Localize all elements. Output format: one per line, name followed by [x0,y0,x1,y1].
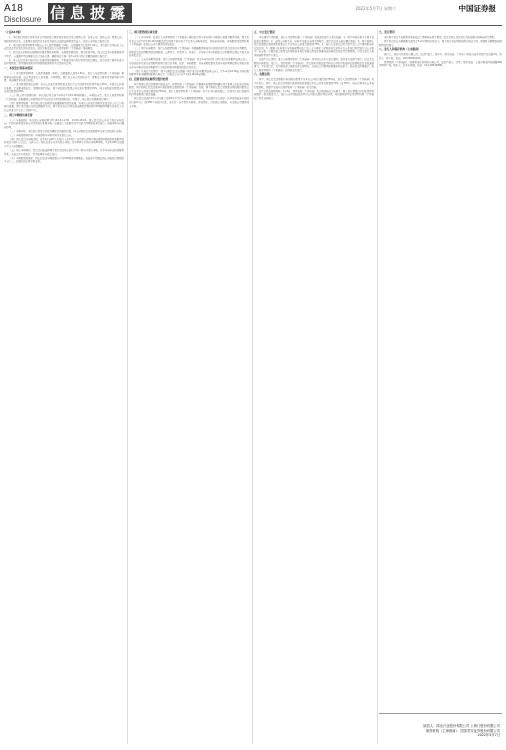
article-paragraph: （二）申购价格：本次发行的发行价格为确定后的最终价格。网上申购投资者须按照本次发行价格进行申购。 [9,129,124,133]
article-paragraph: （五）网上申购规则：投资者只能选择网下发行或者网上发行中的一种方式进行申购。凡参与初步询价的配售对象，无论是否有效报价，均不能再参与网上发行。 [4,148,124,156]
article-heading: 七、发行费用 [379,31,395,34]
header-rule [4,25,502,26]
article-paragraph: （四）限售期安排：本次网上发行的股票无流通限制及锁定安排，自本次公开发行的股票在深交所上市之日起即可流通。网下发行部分采用比例限售方式，网下投资者应当承诺其获配股票数量的10%限售期限为自发行人首次公开发行并上市之日起6个月。 [4,101,124,113]
article-paragraph: 发生余股包销情况时，T+4日，保荐机构（主承销商）将余股包销资金与网下、网上发行募集资金扣除保荐承销费后一起划给发行人，发行人向中国结算深圳分公司提交股份登记申请，将包销股份登记至保荐机构（主承销商）指定证券账户。 [254,89,374,100]
text-column-1 [4,30,124,744]
article-heading: 八、发行人和保荐机构（主承销商） [379,48,421,52]
article-paragraph: 网下和网上投资者缴款认购结束后，保荐机构（主承销商）将根据实际缴款情况确认网下和网上实际发行股份数量。网下和网上投资者放弃认购的股份由保荐机构（主承销商）包销。网下和网上投资者缴款认购的股份数量合计不足本次公开发行数量的70%时，发行人和保荐机构（主承销商）将中止本次新股发行，并就中止发行的原因和后续安排进行信息披露。 [129,82,249,97]
newspaper-name: 中国证券报 [458,4,496,13]
issue-date: 2022年5月7日 星期六 [355,6,396,11]
column-divider [377,30,378,744]
article-heading: 三、网下配售的具体安排 [129,31,158,34]
article-paragraph: 网下投资者应当根据相关规定于T+2日缴纳认购资金。网下投资者在缴纳新股认购资金时，须同时全额缴纳新股配售经纪佣金。 [379,39,502,47]
column-divider [252,30,253,744]
page-number: A18 [4,3,24,14]
article-paragraph: （四）网上投资者申购资格：在T-2日前20个交易日（含T-2日）日均持有深圳市场非限售A股股份和非限售存托凭证市值1万元以上（含1万元）的投资者方可参与网上申购。每5,000元市值可申购500股，不足5,000元的部分不计入申购额度。 [4,137,124,148]
article-paragraph: 保荐机构（主承销商）：国泰君安证券股份有限公司。法定代表人：贺青。联系地址：上海市静安区新闸路669号博华广场。联系人：资本市场部。电话：021-38676888。 [379,60,502,68]
article-paragraph: 1、本次发行的发行对象为符合中国证监会规定的证券投资基金管理公司、证券公司、信托公司、财务公司、保险机构投资者、合格境外机构投资者以及其他符合法律法规规定的法人、自然人或其他合格投资者。 [4,36,124,43]
section-name-en: Disclosure [4,15,42,24]
article-paragraph: 网上投资者连续12个月内累计出现3次中签后未足额缴款的情形时，自结算参与人最近一次申报其放弃认购的次日起6个月（按180个自然日计算，含次日）内不得参与新股、存托凭证、可转换公司债券、可交换公司债券网上申购。 [129,97,249,108]
article-paragraph: （三）公布初步配售结果：发行人和保荐机构（主承销商）将于T+2日刊登《网下发行初步配售结果公告》，内容包括本次发行获得配售的网下投资者名称、报价、申购数量、初步获配数量以及初步询价期间提供有效报价但未参与申购或实际申购数量少于报价时拟申购数量的投资者信息。 [129,58,249,69]
article-paragraph: （一）发行股票的种类：人民币普通股（A股），每股面值人民币1.00元。发行人与保荐机构（主承销商）根据初步询价结果，综合考虑发行人基本面、市场情况、同行业上市公司估值水平、募集资金需求及承销风险等因素，协商确定本次发行价格。 [4,71,124,83]
article-heading: 二、网上申购的具体安排 [4,113,33,117]
article-paragraph: （六）申购数量的规定：网上投资者申购数量应当为500股或其整数倍，但最高不得超过网上初始发行股数的千分之一，如超过则该笔申购无效。 [4,156,124,164]
article-paragraph: （四）认购资金的缴付：网下获配投资者应根据《网下发行初步配售结果公告》，于T+2日16:00前为其获配的配售对象全额缴纳新股认购资金，认购资金应当于T+2日16:00前到账。 [129,69,249,77]
issuer-announcement [380,724,500,738]
column-divider [127,30,128,744]
text-column-3 [254,30,374,744]
article-heading: 一、本次发行的基本情况 [4,66,33,70]
article-paragraph: 如发生以上情形，发行人和保荐机构（主承销商）将及时公告中止发行原因、恢复发行安排等事宜。投资者已缴纳认购款的，发行人、保荐机构（主承销商）、深交所和中国结算深圳分公司将尽快安排已经缴款投资者的退款事宜。中止发行后，在中国证监会核准文件有效期内，且满足会后事项监管要求的前提下，经向深交所备案后，发行人和保荐机构（主承销商）将择机重启发行。 [254,57,374,72]
article-paragraph: 发行人：鸿达兴业股份有限公司。法定代表人：周奕丰。联系地址：广州市广州经济技术开发区宏达路2号。联系人：林少韩。电话：020-81652222。 [379,53,502,60]
article-heading: （上接A17版） [4,31,23,34]
article-paragraph: 2、本次发行股票的种类为境内上市人民币普通股（A股），每股面值为人民币1.00元。本次发行采用向社会公众投资者定价发行的方式进行，发行价格由发行人与保荐机构（主承销商）协商确定。 [4,43,124,51]
article-heading: 六、余股包销 [254,73,270,77]
article-paragraph: （一）申购时间：本次网上申购时间为T日9:15-11:30、13:00-15:00。网上投资者应当自主表达申购意向，不得全权委托证券公司代其进行新股申购。如遇重大突发事件或不可抗力因素影响本次发行，则按申购当日通知办理。 [4,118,124,129]
text-column-4 [379,30,502,690]
article-paragraph: 本次网下发行不向配售对象收取过户费和印花税等费用。投资者网上定价发行不收取佣金和印花税等费用。 [384,36,497,39]
section-title: 信息披露 [49,4,130,22]
article-paragraph: （三）申购简称和代码：申购简称与申购代码详见发行公告。 [9,133,74,137]
article-heading: 四、投资者放弃认购部分股份处理 [129,77,168,81]
issuer-line: 致招人：鸿达兴业股份有限公司 上海门股份有限公司 [423,724,500,729]
article-paragraph: （三）网上网下回拨机制：本次发行网上网下申购于T日15:00同时截止。申购结束后，发行人和保荐机构（主承销商）将根据网上申购情况于T日决定是否启动回拨机制，对网下、网上发行的规模进行调节。 [4,94,124,101]
article-heading: 五、中止发行情况 [254,31,275,34]
article-paragraph: 网下、网上投资者缴款认购的股份数量不足本次公开发行数量的70%时，发行人及保荐机构（主承销商）将中止发行。网下、网上投资者缴款认购的股份数量超过本次公开发行数量的70%（含70%），但未达到本次公开发行数量时，缴款不足部分由保荐机构（主承销商）负责包销。 [254,78,374,89]
text-column-2 [129,30,249,744]
announcement-date: 2022年5月7日 [477,733,500,738]
article-paragraph: （二）发行数量和发行结构：本次公开发行股票数量占发行后公司总股本的比例不低于25%，全部为公开发行新股，不安排老股转让。回拨机制启动前，网下初始发行数量占本次发行数量的70%，网上初始发行数量占本次发行数量的30%。 [4,83,124,94]
article-paragraph: （一）参与对象：经发行人与保荐机构（主承销商）确认的可参与本次网下申购的有效报价配售对象。网下投资者应当于T日9:30-15:00通过深交所网下发行电子平台录入申购单信息，包括申购价格、申购数量及保荐机构（主承销商）在发行公告中规定的其他信息。 [129,36,249,47]
article-paragraph: 当出现以下情况时，发行人及保荐机构（主承销商）将协商采取中止发行措施：1、网下申购总量小于网下初始发行数量的；2、若网上申购不足，申购不足部分向网下回拨后，网下投资者未能足额认购的；3、网下和网上投资者缴款认购的股份数量合计不足本次公开发行数量的70%；4、发行人在发行过程中发生重大会后事项影响本次发行的；5、根据《证券发行与承销管理办法》第三十六条和《深圳证券交易所首次公开发行股票发行与上市指引》第五条，中国证监会和深交所发现证券发行承销过程存在涉嫌违法违规或者存在异常情形的，可责令发行人和承销商暂停或中止发行。 [254,36,374,57]
footer-rule [379,713,502,714]
article-paragraph: （二）网下初步配售：发行人和保荐机构（主承销商）将根据配售原则对有效报价网下投资者进行分类配售，同类投资者获得配售的比例相同。公募基金、社保基金、养老金、企业年金基金和保险资金的配售比例应不低于其他类投资者。 [129,47,249,58]
article-paragraph: 3、投资者在申购时应按照相关规定缴纳申购款，未按规定缴纳的，视为无效申购。网上投资者申购新股摇号中签后，应依据中签结果履行资金交收义务，确保其资金账户在T+2日日终有足额的新股认购资金。 [4,51,124,58]
sponsor-line: 保荐机构（主承销商）：国泰君安证券股份有限公司 [425,728,500,733]
article-paragraph: 4、本公告仅对本次发行的有关事项作简要说明，不构成对本次发行股票的投资建议。投资者欲了解本次发行的详细情况，请仔细阅读同日刊登的招股说明书全文及相关资料。 [4,58,124,66]
page-header [0,0,506,28]
